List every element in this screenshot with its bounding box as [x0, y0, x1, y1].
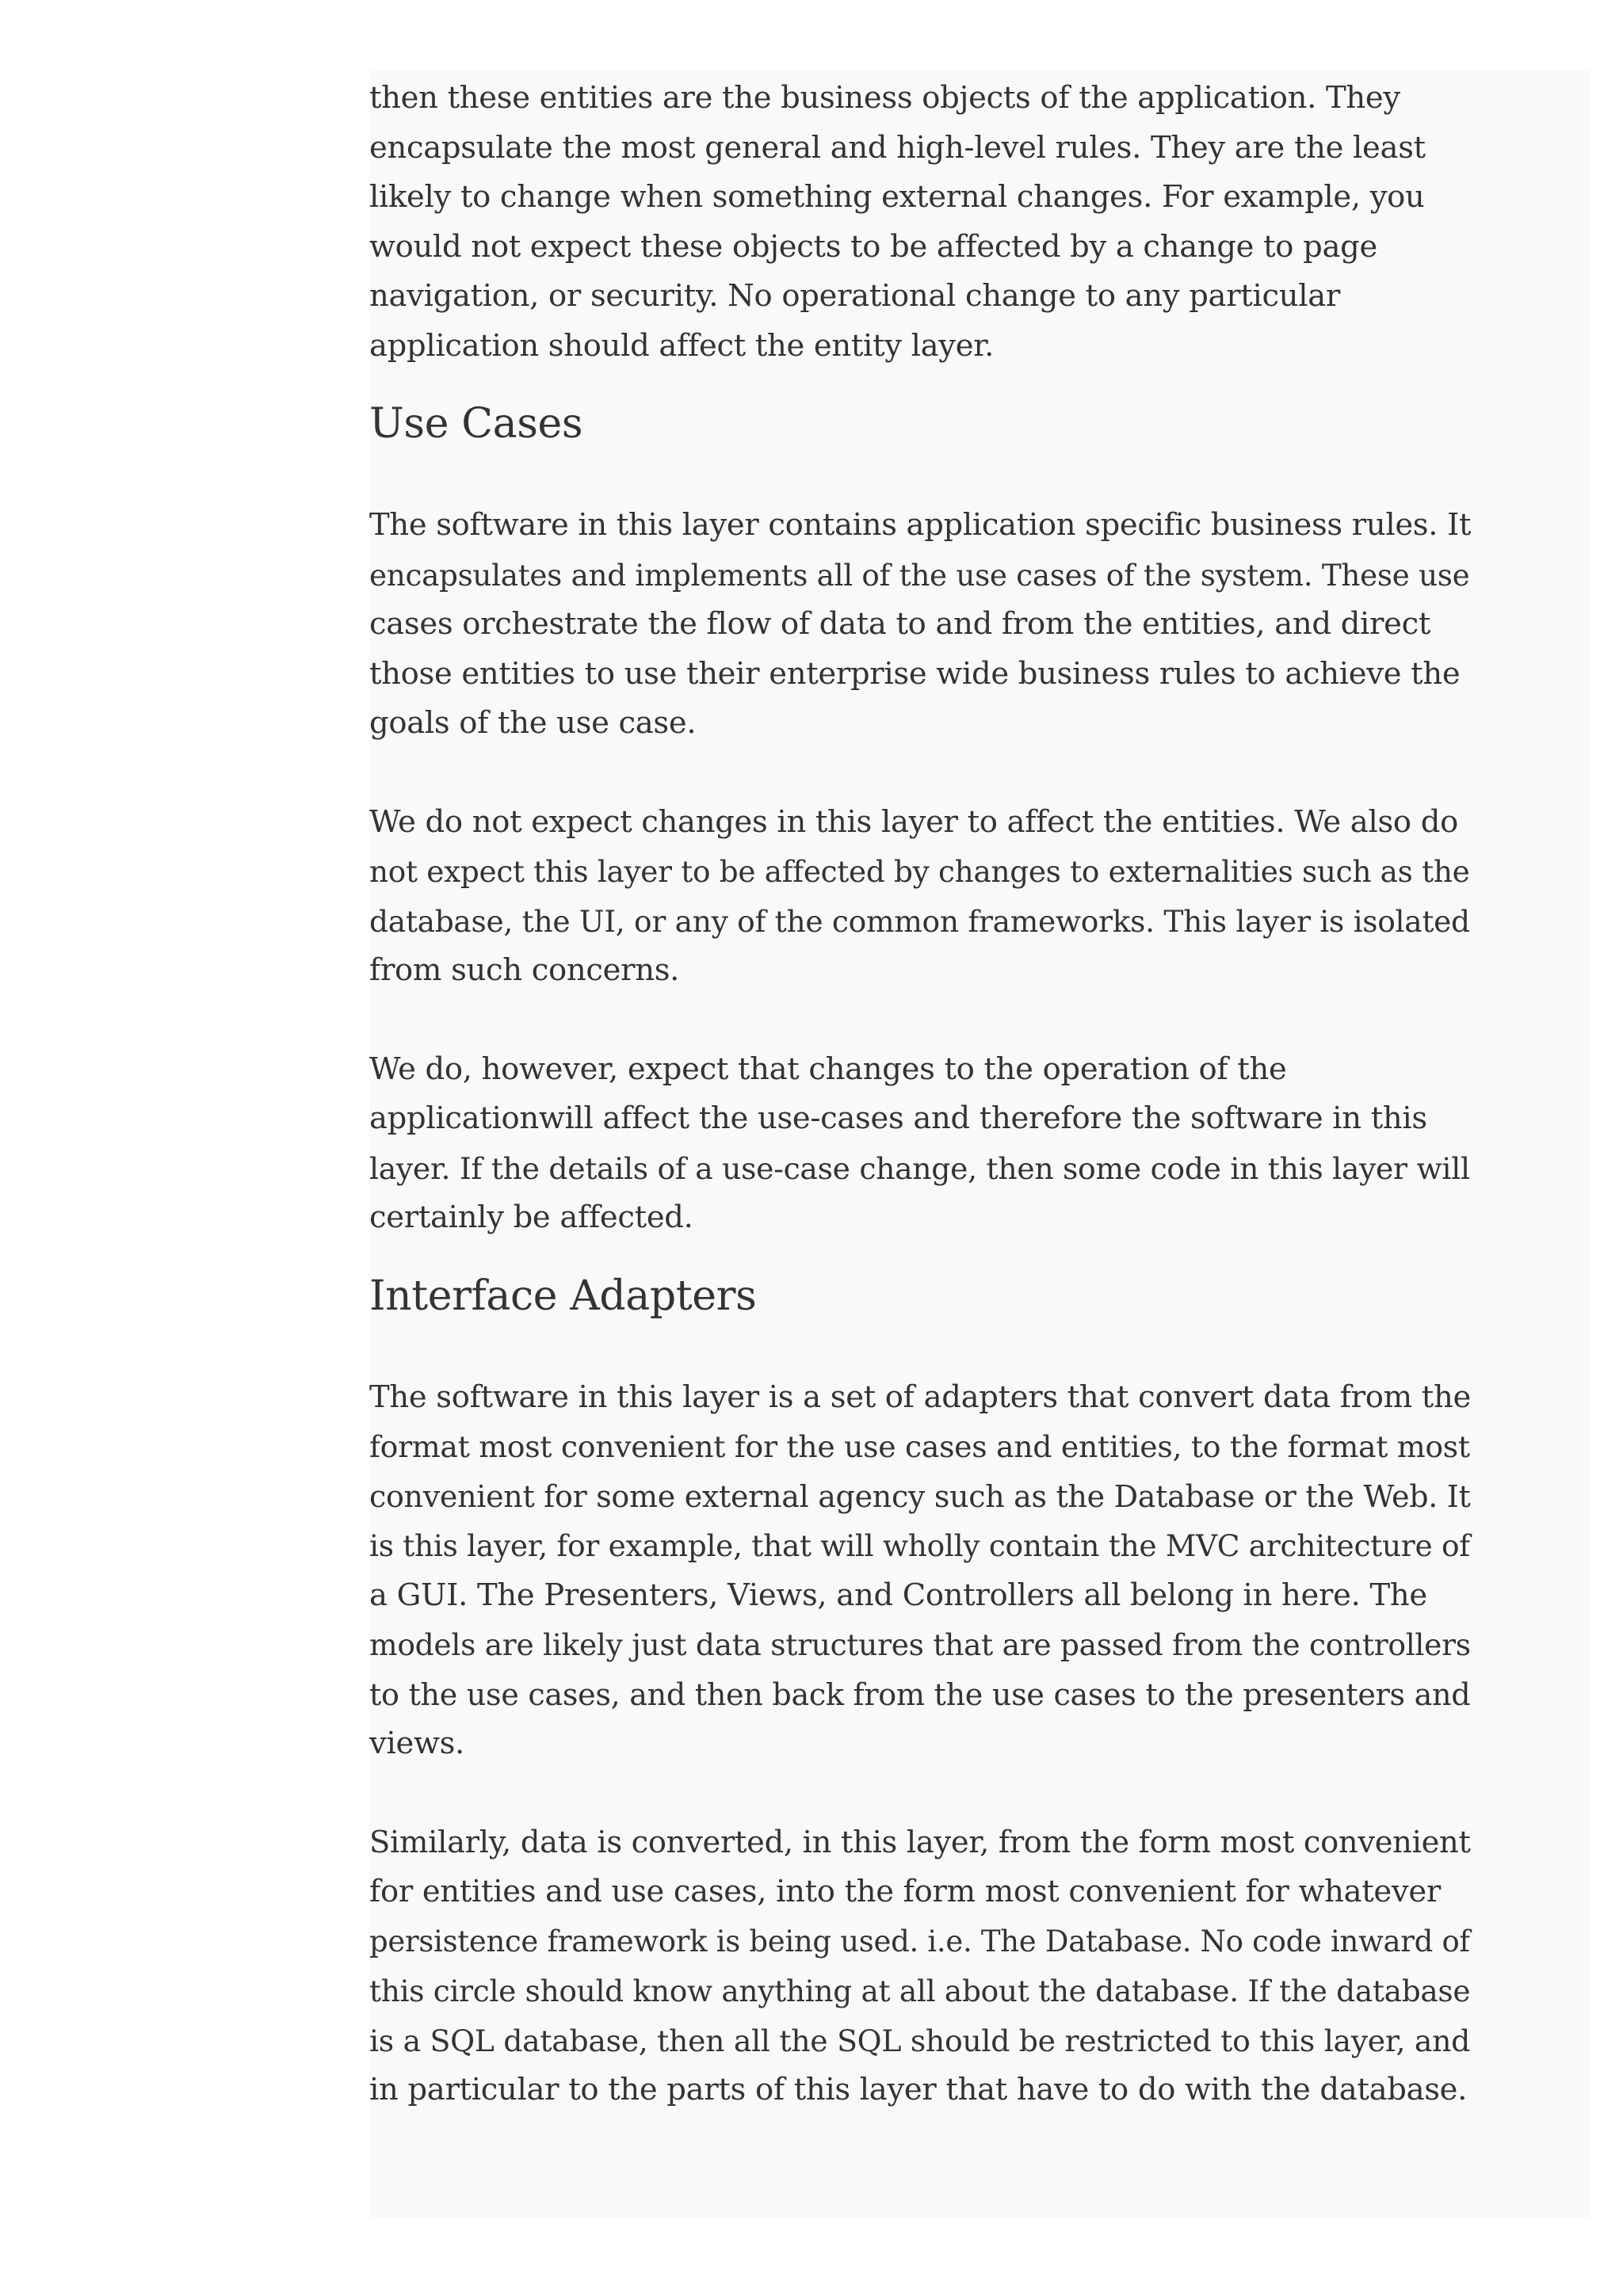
text-line: then these entities are the business objects of the application. They — [369, 80, 1400, 116]
text-line: application should affect the entity layer. — [369, 327, 995, 364]
text-line: persistence framework is being used. i.e. The Database. No code inward of — [369, 1924, 1470, 1958]
text-line: to the use cases, and then back from the use cases to the presenters and — [369, 1676, 1471, 1712]
text-line: not expect this layer to be affected by changes to externalities such as the — [369, 854, 1470, 889]
text-line: The software in this layer is a set of adapters that convert data from the — [369, 1379, 1471, 1415]
text-line: for entities and use cases, into the form most convenient for whatever — [369, 1874, 1441, 1909]
text-line: The software in this layer contains application specific business rules. It — [369, 507, 1472, 543]
heading-interface-adapters: Interface Adapters — [369, 1272, 757, 1320]
text-line: cases orchestrate the flow of data to and from the entities, and direct — [369, 606, 1431, 642]
text-line: encapsulate the most general and high-level rules. They are the least — [369, 129, 1426, 166]
text-line: models are likely just data structures that are passed from the controllers — [369, 1627, 1471, 1662]
text-line: is a SQL database, then all the SQL should be restricted to this layer, and — [369, 2023, 1471, 2058]
text-line: encapsulates and implements all of the use cases of the system. These use — [369, 557, 1470, 593]
text-line: format most convenient for the use cases and entities, to the format most — [369, 1429, 1470, 1464]
text-line: convenient for some external agency such as the Database or the Web. It — [369, 1478, 1471, 1514]
text-line: certainly be affected. — [369, 1199, 693, 1235]
intro-paragraph — [369, 74, 1471, 371]
text-line: applicationwill affect the use-cases and therefore the software in this — [369, 1100, 1427, 1136]
text-line: views. — [369, 1726, 464, 1761]
interface-adapters-paragraph-1 — [369, 1373, 1471, 1769]
text-line: We do not expect changes in this layer to affect the entities. We also do — [369, 803, 1458, 840]
use-cases-paragraph-2 — [369, 798, 1471, 996]
text-line: Similarly, data is converted, in this layer, from the form most convenient — [369, 1824, 1471, 1860]
interface-adapters-paragraph-2 — [369, 1818, 1471, 2115]
use-cases-paragraph-3 — [369, 1045, 1471, 1243]
text-line: goals of the use case. — [369, 705, 697, 741]
article-body — [369, 70, 1471, 2115]
text-line: is this layer, for example, that will wholly contain the MVC architecture of — [369, 1528, 1470, 1563]
text-line: database, the UI, or any of the common frameworks. This layer is isolated — [369, 903, 1470, 939]
text-line: layer. If the details of a use-case change, then some code in this layer will — [369, 1150, 1470, 1186]
text-line: We do, however, expect that changes to the operation of the — [369, 1051, 1287, 1087]
text-line: in particular to the parts of this layer that have to do with the database. — [369, 2072, 1468, 2107]
text-line: those entities to use their enterprise wide business rules to achieve the — [369, 655, 1461, 692]
text-line: a GUI. The Presenters, Views, and Controllers all belong in here. The — [369, 1577, 1427, 1613]
text-line: likely to change when something external changes. For example, you — [369, 179, 1425, 215]
text-line: this circle should know anything at all about the database. If the database — [369, 1974, 1471, 2008]
use-cases-paragraph-1 — [369, 501, 1471, 749]
heading-use-cases: Use Cases — [369, 400, 583, 448]
text-line: navigation, or security. No operational change to any particular — [369, 278, 1341, 314]
text-line: would not expect these objects to be affected by a change to page — [369, 228, 1377, 265]
text-line: from such concerns. — [369, 952, 680, 988]
